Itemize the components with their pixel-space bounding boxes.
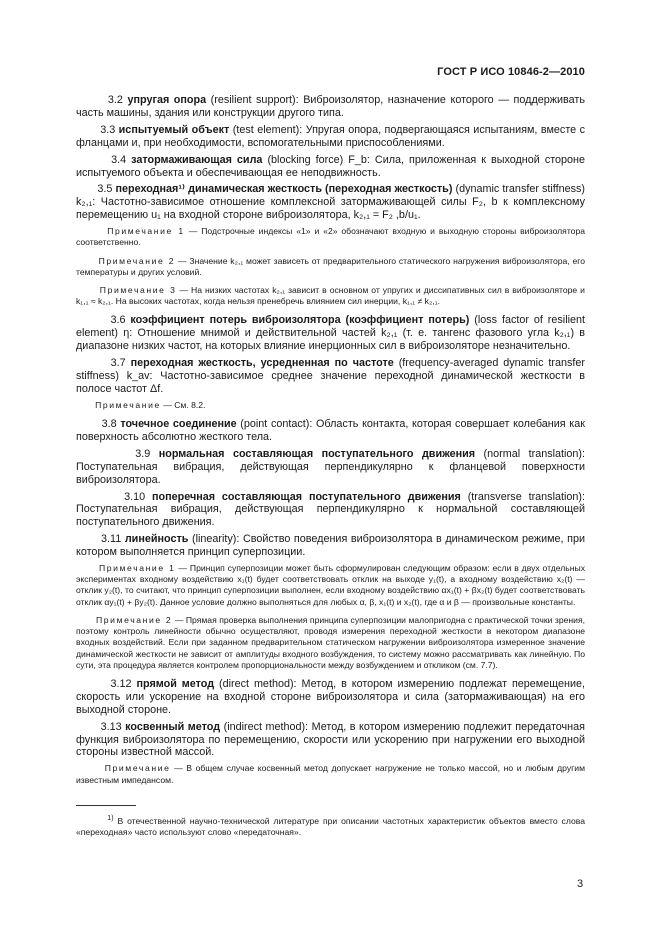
section-number: 3.13 [100,720,122,733]
definition: (dynamic transfer stiffness) k₂,₁: Частотно-зависимое отношение комплексной затормаживающей силы F₂, b к комплексному перемещению u₁ на входной стороне виброизолятора, k₂,₁ = F₂ ,b/u₁. [76,183,585,222]
note-text: — Принцип суперпозиции может быть сформулирован следующим образом: если в двух отдельных экспериментах входному воздействию x₁(t) будет соответствовать отклик на выходе y₁(t), а входному воздействию x₂(t) — отклик y₂(t), то считают, что принцип суперпозиции выполнен, если входному воздействию αx₁(t) + βx₂(t) будет соответствовать отклик αy₁(t) + βy₂(t). Данное условие должно выполняться для любых α, β, x₁(t) и x₂(t), где α и β — произвольные константы. [76,563,585,607]
definition: (normal translation): Поступательная вибрация, действующая перпендикулярно к фланцевой поверхности виброизолятора. [76,447,586,486]
note-text: — Значение k₂,₁ может зависеть от предварительного статического нагружения виброизолятора, его температуры и других условий. [76,255,586,277]
section-number: 3.11 [101,533,122,546]
section-3-10 [76,491,585,530]
term: точечное соединение [120,418,237,431]
note-label: Примечание 2 [96,614,173,625]
section-3-6 [76,314,585,353]
section-3-13 [76,721,585,760]
section-3-12 [76,678,585,717]
section-number: 3.3 [100,123,116,136]
term: затормаживающая сила [131,153,263,166]
section-3-7 [76,357,585,396]
note-text: — Подстрочные индексы «1» и «2» обозначают входную и выходную стороны виброизолятора соответственно. [76,226,586,248]
note-label: Примечание 1 [98,563,176,574]
term: нормальная составляющая поступательного движения [158,447,476,460]
note-3-11-1 [76,563,585,608]
section-number: 3.6 [110,314,126,327]
note-label: Примечание 1 [107,226,185,237]
definition: (test element): Упругая опора, подвергающаяся испытаниям, вместе с фланцами и, при необходимости, вспомогательными приспособлениями. [76,123,586,149]
definition: (blocking force) F_b: Сила, приложенная к выходной стороне испытуемого объекта и обеспечивающая ее неподвижность. [76,153,586,179]
note-text: — В общем случае косвенный метод допускает нагружение не только массой, но и любым другим известным импедансом. [76,763,585,785]
note-text: — Прямая проверка выполнения принципа суперпозиции малопригодна с практической точки зрения, поэтому контроль линейности обычно осуществляют, проводя измерения переходной жесткости в некотором диапазоне входных воздействий. Если при заданном предварительном статическом нагружении виброизолятора измеренное значение динамической жесткости не зависит от амплитуды входного возбуждения, то систему можно рассматривать как линейную. По сути, эта процедура является контролем пропорциональности между возбуждением и откликом (см. 7.7). [76,614,586,670]
note-text: — См. 8.2. [160,399,206,410]
term: поперечная составляющая поступательного движения [151,490,461,503]
note-label: Примечание [95,399,161,410]
term: коэффициент потерь виброизолятора (коэффициент потерь) [130,314,470,327]
section-3-5 [76,183,585,222]
definition: (indirect method): Метод, в котором измерению подлежит передаточная функция виброизолятора по перемещению, скорости или ускорению при нагружении его выходной стороны известной массой. [76,720,585,759]
page-number: 3 [577,878,584,890]
section-number: 3.10 [124,490,146,503]
body-text [76,94,585,793]
term: упругая опора [127,94,207,106]
term: переходная¹⁾ динамическая жесткость (переходная жесткость) [115,183,453,196]
note-label: Примечание 2 [98,255,176,266]
definition: (transverse translation): Поступательная вибрация, действующая перпендикулярно к нормальной составляющей поступательного движения. [76,490,585,529]
note-3-5-2 [76,256,585,278]
footnote [76,813,585,839]
term: переходная жесткость, усредненная по частоте [130,357,394,370]
section-3-2 [76,94,585,120]
standard-header: ГОСТ Р ИСО 10846-2—2010 [437,66,585,78]
definition: (frequency-averaged dynamic transfer stiffness) k_av: Частотно-зависимое среднее значение переходной динамической жесткости в полосе частот Δf. [76,357,586,395]
note-3-5-1 [76,226,585,248]
section-number: 3.8 [101,418,117,431]
definition: (point contact): Область контакта, которая совершает колебания как поверхность абсолютно жесткого тела. [76,418,585,443]
section-number: 3.12 [110,677,132,690]
section-3-8 [76,418,585,444]
term: линейность [124,533,189,546]
section-number: 3.7 [110,357,126,370]
note-text: — На низких частотах k₂,₁ зависит в основном от упругих и диссипативных сил в виброизоляторе и k₁,₁ ≈ k₂,₁. На высоких частотах, когда нельзя пренебречь влиянием сил инерции, k₁,₁ ≠ k₂,₁. [76,284,585,307]
term: косвенный метод [125,720,221,733]
definition: (linearity): Свойство поведения виброизолятора в динамическом режиме, при котором выполняется принцип суперпозиции. [76,533,586,559]
footnote-mark: 1) [107,815,114,822]
footnote-text: В отечественной научно-технической литературе при описании частотных характеристик объектов вместо слова «переходная» часто используют слово «передаточная». [76,815,585,838]
term: прямой метод [136,677,215,690]
definition: (resilient support): Виброизолятор, назначение которого — поддерживать часть машины, здания или конструкции другого типа. [76,94,585,119]
section-number: 3.5 [97,183,113,196]
section-3-9 [76,448,585,487]
term: испытуемый объект [118,123,230,136]
note-label: Примечание 3 [99,284,177,295]
section-3-4 [76,154,585,180]
note-3-5-3 [76,285,585,307]
definition: (loss factor of resilient element) η: Отношение мнимой и действительной частей k₂,₁ (т. е. тангенс фазового угла k₂,₁) в диапазоне низких частот, на которых влияние инерционных сил в виброизоляторе незначительно. [76,314,586,353]
note-3-7 [76,400,585,411]
section-3-3 [76,124,585,150]
note-3-11-2 [76,615,585,671]
section-number: 3.9 [135,447,151,460]
definition: (direct method): Метод, в котором измерению подлежат перемещение, скорость или ускорение на входной стороне виброизолятора и сила (затормаживающая) на его выходной стороне. [76,677,586,716]
footnote-divider [76,805,136,806]
note-label: Примечание [104,763,171,774]
section-number: 3.4 [111,153,127,166]
section-3-11 [76,533,585,559]
section-number: 3.2 [107,94,123,106]
note-3-13 [76,763,585,785]
